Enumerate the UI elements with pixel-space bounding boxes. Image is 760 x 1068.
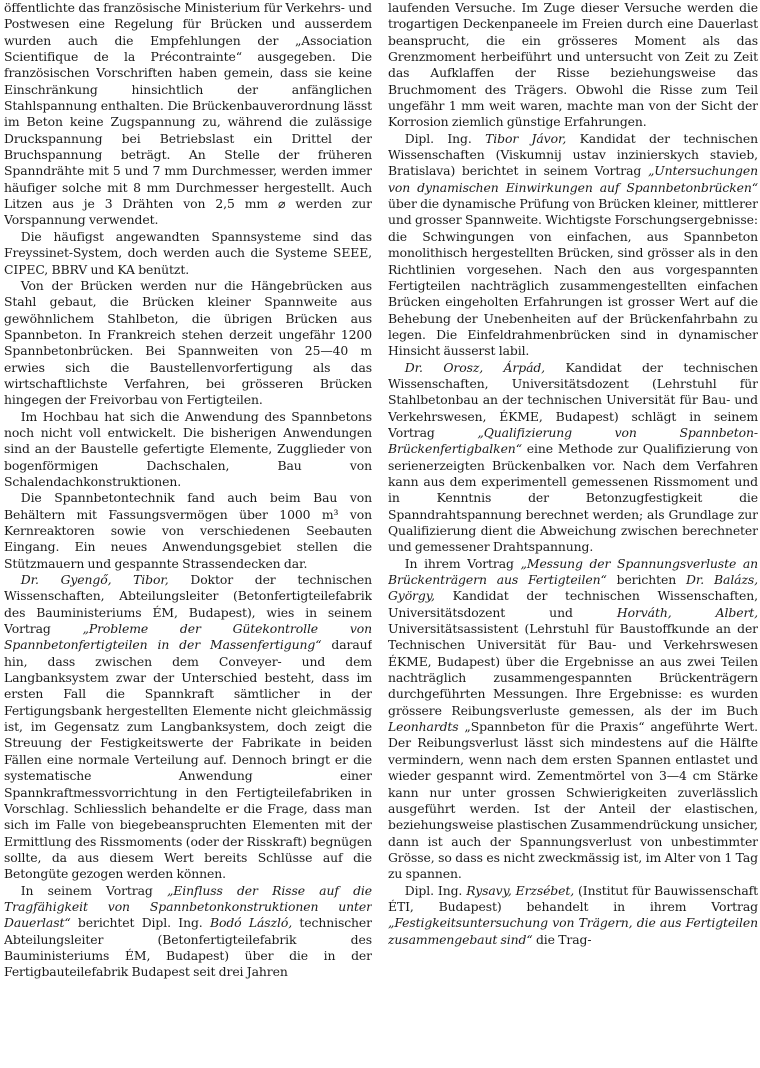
text-run: berichtet Dipl. Ing.: [70, 915, 210, 931]
author-name: Rysavy, Erzsébet,: [466, 882, 575, 898]
text-run: In ihrem Vortrag: [404, 555, 521, 571]
paragraph: Von der Brücken werden nur die Hängebrücken aus Stahl gebaut, die Brücken kleiner Spannweite aus gewöhnlichem Stahlbeton, die übrigen Brücken aus Spannbeton. In Frankreich stehen derzeit ungefähr 1200 Spannbetonbrücken. Bei Spannweiten von 25—40 m erwies sich die Baustellenvorfertigung als das wirtschaftlichste Verfahren, bei grösseren Brücken hingegen der Freivorbau von Fertigteilen.: [4, 277, 372, 408]
left-column: [4, 0, 372, 1068]
paragraph: laufenden Versuche. Im Zuge dieser Versuche werden die trogartigen Deckenpaneele im Freien durch eine Dauerlast beansprucht, die ein grösseres Moment als das Grenzmoment herbeiführt und untersucht von Zeit zu Zeit das Aufklaffen der Risse beziehungsweise das Bruchmoment des Trägers. Obwohl die Risse zum Teil ungefähr 1 mm weit waren, machte man von der Sicht der Korrosion ziemlich günstige Erfahrungen.: [388, 0, 758, 130]
text-run: eine Methode zur Qualifizierung von serienerzeigten Brückenbalken vor. Nach dem Verfahren kann aus dem experimentell gemessenen Rissmoment und in Kenntnis der Betonzugfestigkeit die Spanndrahtspannung berechnet werden; als Grundlage zur Qualifizierung dient die Abweichung zwischen berechneter und gemessener Drahtspannung.: [388, 441, 758, 555]
paragraph: [4, 572, 372, 883]
paragraph: [388, 131, 758, 360]
paragraph: [4, 883, 372, 981]
author-name: Tibor Jávor,: [485, 130, 567, 146]
paragraph: [388, 883, 758, 948]
text-run: technischer Abteilungsleiter (Betonfertigteilefabrik des Bauministeriums ÉM, Budapest) über die in der Fertigbauteilefabrik Budapest seit drei Jahren: [4, 915, 372, 980]
text-run: (Institut für Bauwissenschaft ÉTI, Budapest) behandelt in ihrem Vortrag: [388, 882, 758, 914]
text-run: die Trag-: [532, 931, 592, 947]
text-run: Kandidat der technischen Wissenschaften, Universitätsdozent (Lehrstuhl für Stahlbetonbau an der technischen Universität für Bau- und Verkehrswesen, ÉKME, Budapest) schlägt in seinem Vortrag: [388, 359, 758, 440]
text-run: Kandidat der technischen Wissenschaften, Universitätsdozent und: [388, 588, 758, 620]
text-run: „Spannbeton für die Praxis“ angeführte Wert. Der Reibungsverlust lässt sich mindestens auf die Hälfte vermindern, wenn nach dem ersten Spannen entlastet und wieder gespannt wird. Zementmörtel von 3—4 cm Stärke kann nur unter grossen Schwierigkeiten zuverlässlich ausgeführt werden. Ist der Anteil der elastischen, beziehungsweise plastischen Zusammendrückung unsicher, dann ist auch der Spannungsverlust von unbestimmter Grösse, so dass es nicht zweckmässig ist, im Alter von 1 Tag zu spannen.: [388, 719, 758, 882]
lecture-title: „Untersuchungen von dynamischen Einwirkungen auf Spannbetonbrücken“: [388, 163, 758, 195]
paragraph: Im Hochbau hat sich die Anwendung des Spannbetons noch nicht voll entwickelt. Die bisherigen Anwendungen sind an der Baustelle gefertigte Elemente, Zugglieder von bogenförmigen Dachschalen, Bau von Schalendachkonstruktionen.: [4, 408, 372, 489]
author-name: Bodó László,: [209, 915, 293, 931]
text-run: berichten: [606, 572, 686, 588]
lecture-title: „Qualifizierung von Spannbeton-Brückenfertigbalken“: [388, 424, 758, 457]
paragraph: Die Spannbetontechnik fand auch beim Bau von Behältern mit Fassungsvermögen über 1000 m³ von Kernreaktoren sowie von verschiedenen Seebauten Eingang. Ein neues Anwendungsgebiet stellen die Stützmauern und gespannte Strassendecken dar.: [4, 490, 372, 571]
author-name: Dr. Orosz, Árpád,: [404, 359, 546, 375]
paragraph: Die häufigst angewandten Spannsysteme sind das Freyssinet-System, doch werden auch die Systeme SEEE, CIPEC, BBRV und KA benützt.: [4, 228, 372, 277]
text-run: darauf hin, dass zwischen dem Conveyer- und dem Langbanksystem zwar der Unterschied besteht, dass im ersten Fall die Spannkraft sämtlicher in der Fertigungsbank hergestellten Elemente nicht gleichmässig ist, im Gegensatz zum Langbanksystem, doch zeigt die Streuung der Festigkeitswerte der Fabrikate in beiden Fällen eine normale Verteilung auf. Dennoch bringt er die systematische Anwendung einer Spannkraftmessvorrichtung in den Fertigteilefabriken in Vorschlag. Schliesslich behandelte er die Frage, dass man sich im Falle von biegebeanspruchten Elementen mit der Ermittlung des Rissmoments (oder der Risskraft) begnügen sollte, da aus diesem Wert bereits Schlüsse auf die Betongüte gezogen werden können.: [4, 637, 372, 882]
text-run: Kandidat der technischen Wissenschaften (Viskumnij ustav inzinierskych stavieb, Bratislava) berichtet in seinem Vortrag: [388, 130, 758, 179]
lecture-title: „Festigkeitsuntersuchung von Trägern, die aus Fertigteilen zusammengebaut sind“: [388, 915, 758, 947]
lecture-title: „Messung der Spannungsverluste an Brückenträgern aus Fertigteilen“: [388, 555, 758, 588]
text-run: In seinem Vortrag: [20, 882, 167, 898]
right-column: [388, 0, 758, 1068]
text-run: über die dynamische Prüfung von Brücken kleiner, mittlerer und grosser Spannweite. Wichtigste Forschungsergebnisse: die Schwingungen von einfachen, aus Spannbeton monolithisch hergestellten Brücken, sind grösser als in den Richtlinien vorgesehen. Nach den aus vorgespannten Fertigteilen nachträglich zusammengestellten einfachen Brücken eingeholten Erfahrungen ist grosser Wert auf die Behebung der Unebenheiten auf der Brückenfahrbahn zu legen. Die Einfeldrahmenbrücken sind in dynamischer Hinsicht äusserst labil.: [388, 196, 758, 359]
paragraph: [388, 360, 758, 556]
author-name: Dr. Balázs, György,: [388, 572, 758, 604]
text-run: Dipl. Ing.: [404, 882, 467, 898]
lecture-title: „Probleme der Gütekontrolle von Spannbetonfertigteilen in der Massenfertigung“: [4, 621, 372, 653]
author-name: Horváth, Albert,: [616, 604, 758, 620]
text-run: Dipl. Ing.: [404, 130, 486, 146]
book-author: Leonhardts: [388, 719, 459, 735]
author-name: Dr. Gyengő, Tibor,: [20, 572, 169, 588]
text-run: Doktor der technischen Wissenschaften, Abteilungsleiter (Betonfertigteilefabrik des Bauministeriums ÉM, Budapest), wies in seinem Vortrag: [4, 572, 372, 637]
lecture-title: „Einfluss der Risse auf die Tragfähigkeit von Spannbetonkonstruktionen unter Dauerlast“: [4, 882, 372, 931]
paragraph: [388, 556, 758, 883]
text-run: Universitätsassistent (Lehrstuhl für Baustoffkunde an der Technischen Universität für Bau- und Verkehrswesen ÉKME, Budapest) über die Ergebnisse an aus zwei Teilen nachträglich zusammengespannten Brückenträgern durchgeführten Messungen. Ihre Ergebnisse: es wurden grössere Reibungsverluste gemessen, als der im Buch: [388, 621, 758, 718]
paragraph: öffentlichte das französische Ministerium für Verkehrs- und Postwesen eine Regelung für Brücken und ausserdem wurden auch die Empfehlungen der „Association Scientifique de la Précontrainte“ ausgegeben. Die französischen Vorschriften haben gemein, dass sie keine Einschränkung hinsichtlich der anfänglichen Stahlspannung enthalten. Die Brückenbauverordnung lässt im Beton keine Zugspannung zu, während die zulässige Druckspannung bei Betriebslast ein Drittel der Bruchspannung beträgt. An Stelle der früheren Spanndrähte mit 5 und 7 mm Durchmesser, werden immer häufiger solche mit 8 mm Durchmesser hergestellt. Auch Litzen aus je 3 Drähten von 2,5 mm ⌀ werden zur Vorspannung verwendet.: [4, 0, 372, 228]
